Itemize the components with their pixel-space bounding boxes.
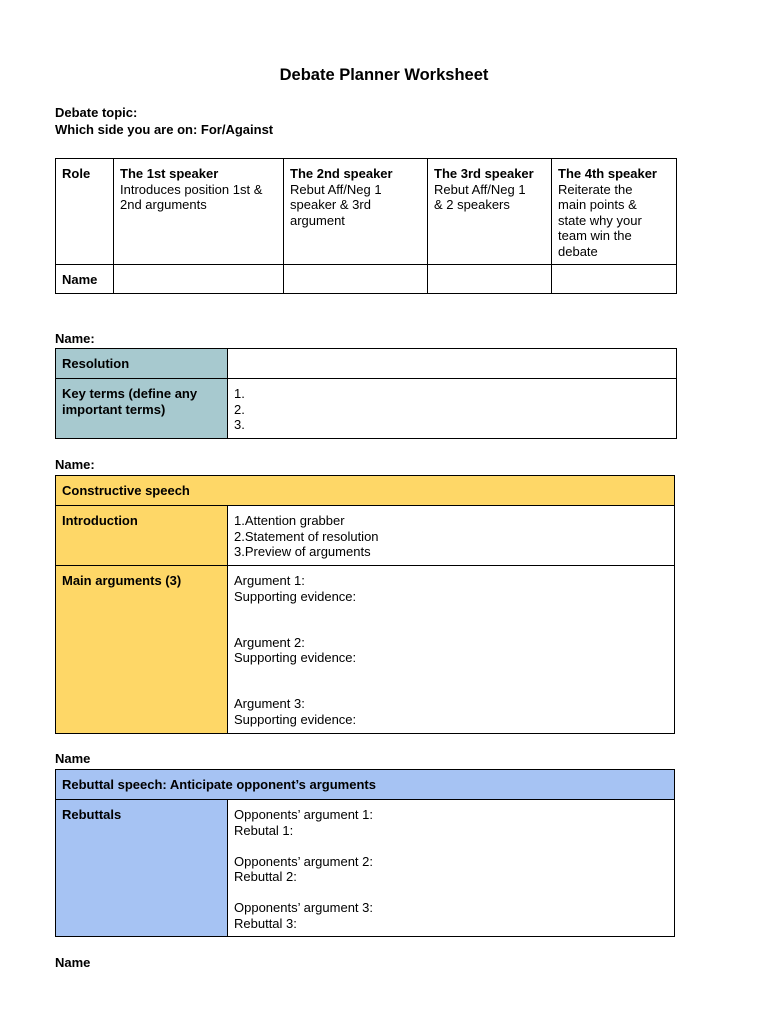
speaker-1-cell <box>114 159 284 265</box>
speaker-3-title: The 3rd speaker <box>434 166 534 181</box>
role-header: Role <box>56 159 114 265</box>
introduction-item: 2.Statement of resolution <box>234 528 379 544</box>
rebuttal-label: Rebuttal 3: <box>234 915 297 931</box>
section3-name-label: Name <box>55 751 91 766</box>
speaker-2-desc: argument <box>290 212 345 228</box>
key-term-item: 2. <box>234 401 245 417</box>
speaker-1-desc: 2nd arguments <box>120 197 207 212</box>
speaker-4-name-field[interactable] <box>552 265 677 294</box>
rebuttals-field[interactable] <box>228 800 675 937</box>
argument-label: Argument 3: <box>234 696 305 711</box>
key-terms-field[interactable] <box>228 379 677 439</box>
resolution-label: Resolution <box>56 349 228 379</box>
supporting-evidence-label: Supporting evidence: <box>234 650 357 665</box>
speaker-4-desc: main points & <box>558 197 637 212</box>
key-term-item: 1. <box>234 386 245 401</box>
speaker-4-desc: team win the <box>558 228 632 243</box>
speaker-2-title: The 2nd speaker <box>290 166 393 181</box>
speaker-4-cell <box>552 159 677 265</box>
section2-name-label: Name: <box>55 457 95 472</box>
constructive-table <box>55 475 675 734</box>
page-title: Debate Planner Worksheet <box>279 66 489 84</box>
speaker-4-title: The 4th speaker <box>558 166 657 181</box>
key-terms-label-line: Key terms (define any <box>62 386 198 401</box>
speaker-3-desc: Rebut Aff/Neg 1 <box>434 181 526 197</box>
speaker-2-name-field[interactable] <box>284 265 428 294</box>
rebuttal-table <box>55 769 675 937</box>
speaker-1-desc: Introduces position 1st & <box>120 181 263 197</box>
key-term-item: 3. <box>234 417 245 432</box>
speaker-1-title: The 1st speaker <box>120 166 219 181</box>
speaker-4-desc: state why your <box>558 212 642 228</box>
resolution-table <box>55 348 677 439</box>
argument-label: Argument 1: <box>234 573 305 588</box>
supporting-evidence-label: Supporting evidence: <box>234 588 357 604</box>
key-terms-label-line: important terms) <box>62 401 166 417</box>
rebuttals-label: Rebuttals <box>56 800 228 937</box>
rebuttal-label: Rebuttal 2: <box>234 869 297 884</box>
speaker-2-desc: Rebut Aff/Neg 1 <box>290 181 382 197</box>
name-row-label: Name <box>56 265 114 294</box>
main-arguments-label: Main arguments (3) <box>56 566 228 734</box>
section1-name-label: Name: <box>55 331 95 346</box>
speaker-3-name-field[interactable] <box>428 265 552 294</box>
debate-topic-label: Debate topic: <box>55 105 138 120</box>
resolution-field[interactable] <box>228 349 677 379</box>
opponent-argument-label: Opponents’ argument 3: <box>234 900 373 915</box>
introduction-item: 3.Preview of arguments <box>234 544 371 559</box>
argument-label: Argument 2: <box>234 634 305 650</box>
speaker-3-cell <box>428 159 552 265</box>
main-arguments-field[interactable] <box>228 566 675 734</box>
introduction-item: 1.Attention grabber <box>234 513 345 528</box>
opponent-argument-label: Opponents’ argument 2: <box>234 853 373 869</box>
speaker-1-name-field[interactable] <box>114 265 284 294</box>
introduction-field[interactable] <box>228 506 675 566</box>
speaker-2-cell <box>284 159 428 265</box>
section4-name-label: Name <box>55 955 91 970</box>
rebuttal-label: Rebutal 1: <box>234 822 294 838</box>
speaker-4-desc: debate <box>558 243 598 259</box>
speaker-4-desc: Reiterate the <box>558 181 633 197</box>
speaker-3-desc: & 2 speakers <box>434 197 510 212</box>
speaker-2-desc: speaker & 3rd <box>290 197 371 212</box>
introduction-label: Introduction <box>56 506 228 566</box>
rebuttal-header: Rebuttal speech: Anticipate opponent’s arguments <box>56 770 675 800</box>
roles-table <box>55 158 677 294</box>
constructive-header: Constructive speech <box>56 476 675 506</box>
key-terms-label <box>56 379 228 439</box>
opponent-argument-label: Opponents’ argument 1: <box>234 807 373 822</box>
supporting-evidence-label: Supporting evidence: <box>234 711 357 727</box>
side-label: Which side you are on: For/Against <box>55 122 274 137</box>
